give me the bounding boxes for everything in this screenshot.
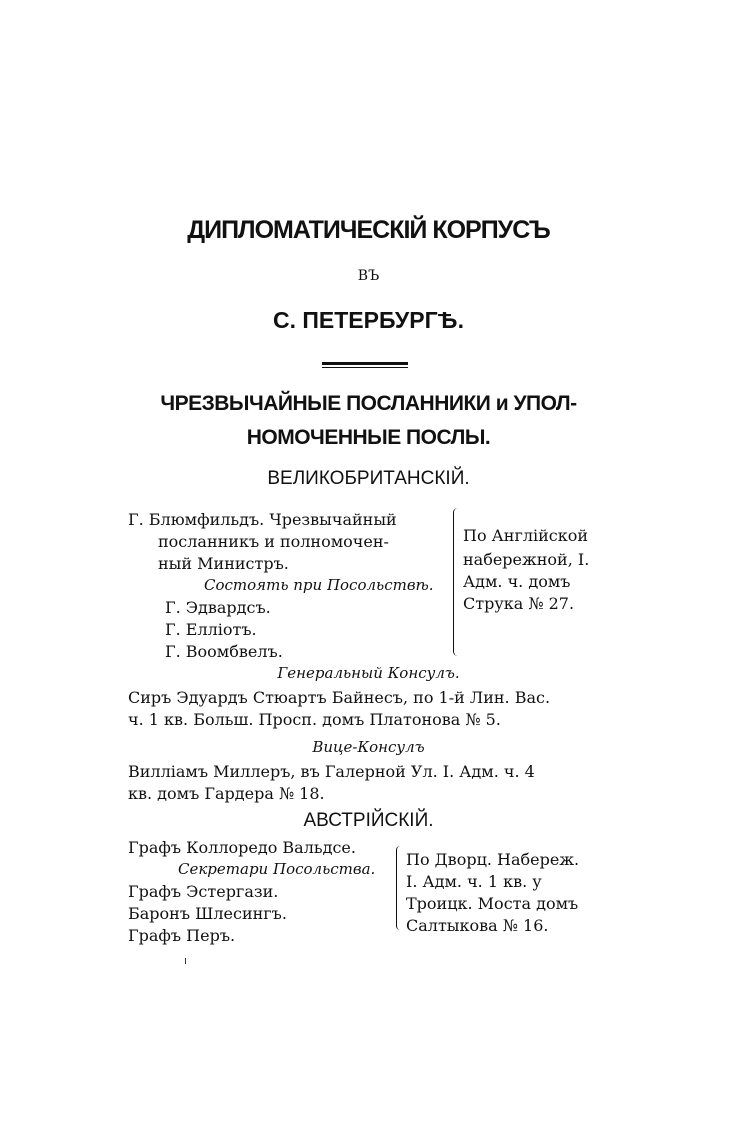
britain-staff-name: Г. Елліотъ. [165, 620, 257, 639]
britain-minister-line: посланникъ и полномочен- [158, 532, 389, 551]
page-title: ДИПЛОМАТИЧЕСКІЙ КОРПУСЪ [187, 216, 550, 244]
consul-general-line: Сиръ Эдуардъ Стюартъ Байнесъ, по 1-й Лин. Вас. [128, 688, 551, 707]
britain-staff-name: Г. Эдвардсъ. [165, 598, 271, 617]
britain-brace [453, 508, 462, 656]
vice-consul-line: Вилліамъ Миллеръ, въ Галерной Ул. I. Адм. ч. 4 [128, 762, 535, 781]
country-heading-austria: АВСТРІЙСКІЙ. [303, 810, 434, 831]
print-mark [185, 958, 186, 964]
britain-attached-label: Состоять при Посольствѣ. [204, 576, 434, 594]
consul-general-label: Генеральный Консулъ. [277, 664, 460, 682]
country-heading-britain: ВЕЛИКОБРИТАНСКІЙ. [267, 468, 470, 489]
consul-general-line: ч. 1 кв. Больш. Просп. домъ Платонова № 5. [128, 710, 501, 729]
austria-address-line: По Дворц. Набереж. [406, 850, 580, 869]
austria-ambassador-line: Графъ Коллоредо Вальдсе. [128, 838, 356, 857]
preposition: ВЪ [357, 268, 380, 284]
city-title: С. ПЕТЕРБУРГѢ. [272, 307, 465, 333]
britain-staff-name: Г. Воомбвелъ. [165, 642, 283, 661]
britain-minister-line: Г. Блюмфильдъ. Чрезвычайный [128, 510, 397, 529]
divider-rule [322, 362, 408, 365]
austria-address-line: Троицк. Моста домъ [406, 894, 579, 913]
austria-address-line: I. Адм. ч. 1 кв. у [406, 872, 542, 891]
austria-staff-name: Графъ Эстергази. [128, 882, 279, 901]
britain-minister-line: ный Министръ. [158, 554, 289, 573]
britain-address-line: набережной, I. [463, 550, 590, 569]
austria-staff-name: Графъ Перъ. [128, 926, 236, 945]
austria-brace [396, 846, 404, 930]
britain-address-line: Адм. ч. домъ [463, 572, 571, 591]
vice-consul-label: Вице-Консулъ [312, 738, 425, 756]
vice-consul-line: кв. домъ Гардера № 18. [128, 784, 325, 803]
britain-address-line: По Англійской [463, 526, 589, 545]
austria-address-line: Салтыкова № 16. [406, 916, 549, 935]
section-heading-line2: НОМОЧЕННЫЕ ПОСЛЫ. [246, 426, 491, 449]
britain-address-line: Струка № 27. [463, 594, 575, 613]
austria-staff-name: Баронъ Шлесингъ. [128, 904, 287, 923]
section-heading-line1: ЧРЕЗВЫЧАЙНЫЕ ПОСЛАННИКИ и УПОЛ- [160, 392, 577, 415]
austria-secretaries-label: Секретари Посольства. [178, 860, 376, 878]
divider-rule-thin [322, 367, 408, 368]
